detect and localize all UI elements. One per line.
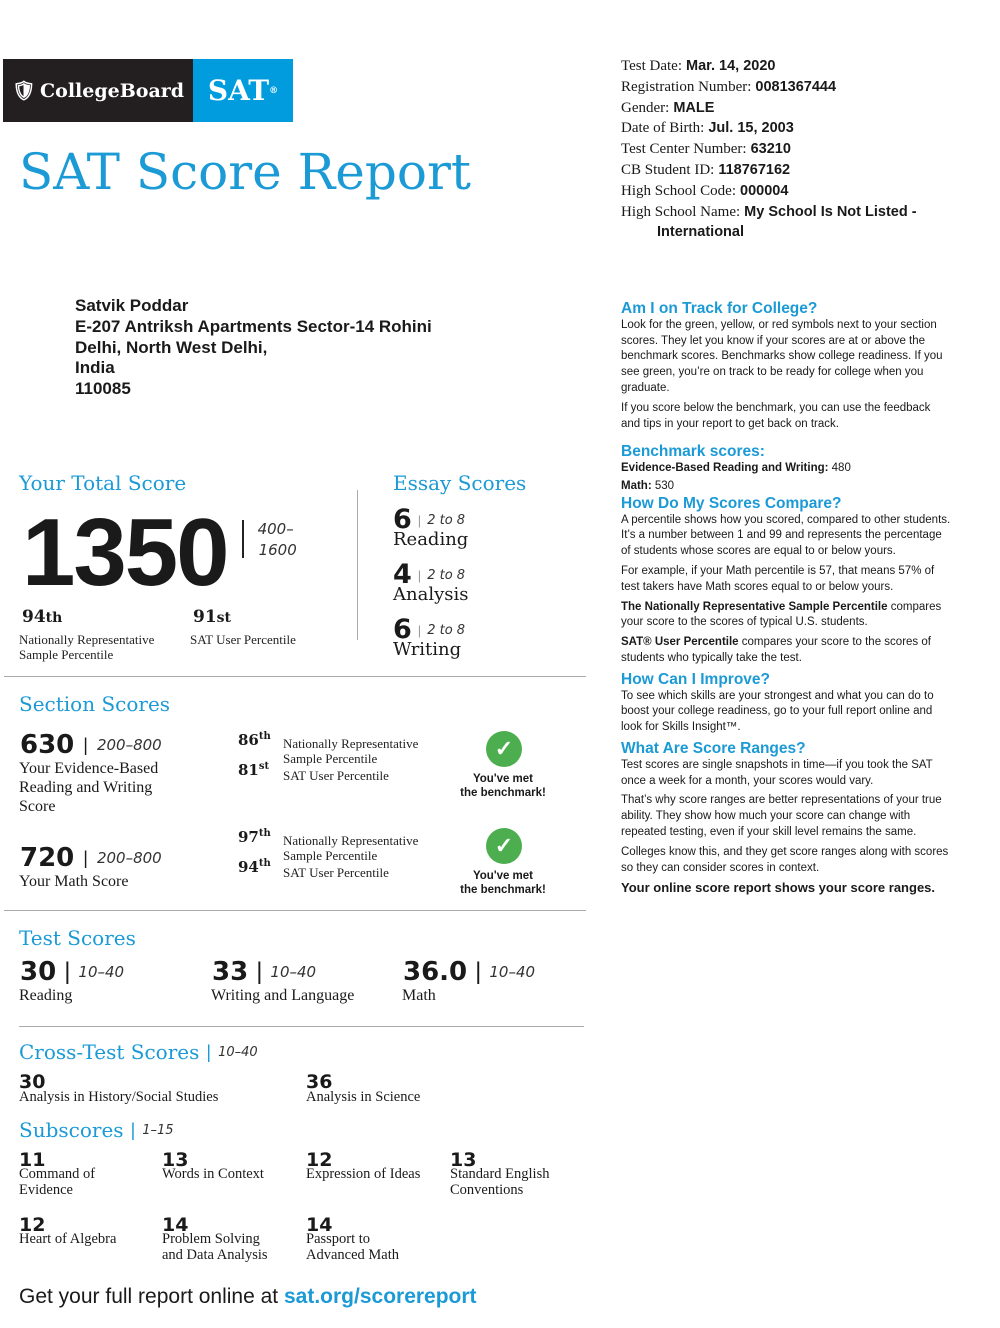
cross-score: 36	[306, 1071, 333, 1093]
line: Nationally Representative	[19, 632, 155, 647]
info-value: Mar. 14, 2020	[686, 58, 776, 74]
line: and Data Analysis	[162, 1247, 268, 1263]
info-value: 0081367444	[755, 78, 837, 95]
section-score: 720	[20, 843, 75, 873]
section-label: Your Evidence-Based Reading and Writing Score	[19, 760, 159, 815]
section-range: 200–800	[96, 736, 162, 754]
line: Sample Percentile	[283, 848, 378, 863]
benchmark-math: Math: 530	[621, 479, 675, 492]
test-range: 10–40	[489, 963, 536, 981]
line: Command of	[19, 1166, 96, 1182]
user-percentile	[193, 607, 231, 627]
test-score: 30	[20, 957, 57, 987]
value: 94	[238, 858, 259, 876]
line: You've met	[472, 773, 534, 785]
section-score: 630	[20, 730, 75, 760]
benchmark-met	[448, 869, 558, 897]
divider: |	[475, 958, 482, 985]
test-range: 10–40	[270, 963, 317, 981]
heading-text: Cross-Test Scores	[19, 1040, 200, 1064]
sidebar-text: To see which skills are your strongest and what you can do to boost your college readiness, go to your full report online and look for Skills Insight™.	[621, 689, 934, 734]
line: Nationally Representative	[283, 833, 419, 848]
section-range: 200–800	[96, 849, 162, 867]
line: the benchmark!	[460, 787, 546, 799]
section-heading: Section Scores	[19, 692, 171, 716]
test-range: 10–40	[78, 963, 125, 981]
line: Words in Context	[162, 1166, 264, 1182]
info-label: Test Date:	[621, 58, 683, 74]
test-scores-heading: Test Scores	[19, 926, 136, 950]
checkmark-icon: ✓	[486, 731, 522, 767]
sidebar-text: If you score below the benchmark, you can use the feedback and tips in your report to get back on track.	[621, 401, 931, 430]
user-label: SAT User Percentile	[283, 865, 389, 880]
sidebar-heading: How Can I Improve?	[621, 670, 770, 688]
info-label: High School Code:	[621, 182, 736, 199]
info-label: Date of Birth:	[621, 120, 705, 137]
nrs-percentile	[238, 731, 271, 749]
line: You've met	[472, 870, 534, 882]
suffix: th	[258, 731, 271, 742]
range-max: 1600	[258, 541, 297, 559]
info-label: Test Center Number:	[621, 141, 747, 158]
subscore: 14	[162, 1214, 189, 1236]
line: Conventions	[450, 1182, 524, 1198]
info-label: Gender:	[621, 99, 670, 116]
value: 91	[193, 607, 217, 627]
subscore: 13	[162, 1149, 189, 1171]
suffix: st	[258, 761, 270, 772]
cross-test-heading	[19, 1040, 258, 1064]
test-label: Math	[402, 987, 436, 1004]
sidebar-heading: What Are Score Ranges?	[621, 739, 806, 757]
line: Problem Solving	[162, 1231, 260, 1247]
divider: |	[83, 734, 88, 755]
divider: |	[130, 1119, 136, 1140]
address-line: 110085	[75, 379, 131, 399]
divider: |	[417, 622, 422, 638]
acorn-icon: 🛡	[11, 80, 37, 102]
subscore-label	[19, 1231, 116, 1247]
divider	[242, 520, 244, 558]
collegeboard-wordmark: CollegeBoard	[40, 79, 185, 102]
page-title: SAT Score Report	[19, 143, 471, 201]
total-score: 1350	[22, 499, 228, 606]
line: Nationally Representative	[283, 736, 419, 751]
essay-range: 2 to 8	[427, 567, 466, 583]
registered-mark: ®	[269, 85, 279, 96]
essay-label: Writing	[393, 639, 462, 660]
sidebar-text: Colleges know this, and they get score ranges along with scores so they can consider scores in context.	[621, 845, 949, 874]
sidebar-text: Look for the green, yellow, or red symbols next to your section scores. They let you know if your scores are at or above the benchmark scores. Benchmarks show college readiness. If you see green, you’re on track to be ready for college when you graduate.	[621, 318, 943, 394]
subscore-label	[306, 1166, 420, 1182]
info-value: 63210	[750, 141, 791, 158]
cross-label: Analysis in History/Social Studies	[19, 1089, 219, 1105]
address-line: India	[75, 358, 115, 378]
test-score-row	[212, 957, 316, 987]
cross-score: 30	[19, 1071, 46, 1093]
info-row	[621, 56, 917, 77]
sidebar-text: The Nationally Representative Sample Percentile compares your score to the scores of typical U.S. students.	[621, 600, 942, 629]
suffix: th	[258, 828, 271, 839]
essay-score: 4	[393, 559, 412, 590]
line: Advanced Math	[306, 1247, 400, 1263]
range: 1–15	[142, 1122, 174, 1138]
sidebar-text: For example, if your Math percentile is 57, that means 57% of test takers have Math scores equal to or below yours.	[621, 564, 935, 593]
sidebar-heading: How Do My Scores Compare?	[621, 494, 842, 512]
section-score-row	[20, 843, 162, 873]
essay-heading: Essay Scores	[393, 471, 527, 495]
sidebar-text: A percentile shows how you scored, compared to other students. It’s a number between 1 and 99 and represents the percentage of students whose scores are equal to or below yours.	[621, 513, 951, 558]
test-label: Writing and Language	[211, 987, 355, 1004]
essay-label: Reading	[393, 529, 469, 550]
test-label: Reading	[19, 987, 73, 1004]
divider: |	[417, 567, 422, 583]
user-label: SAT User Percentile	[190, 632, 296, 647]
info-label: High School Name:	[621, 203, 741, 220]
divider	[4, 676, 586, 677]
nrs-label	[19, 632, 154, 662]
section-score-row	[20, 730, 162, 760]
nrs-percentile	[22, 607, 62, 627]
section-label: Your Math Score	[19, 873, 129, 890]
user-percentile	[238, 858, 271, 876]
line: Heart of Algebra	[19, 1231, 117, 1247]
test-info	[621, 56, 917, 243]
address-line: Satvik Poddar	[75, 296, 189, 315]
score-report-link[interactable]: sat.org/scorereport	[283, 1285, 477, 1308]
test-score-row	[20, 957, 124, 987]
divider: |	[206, 1041, 212, 1062]
collegeboard-sat-logo	[3, 59, 293, 122]
essay-label: Analysis	[393, 584, 469, 605]
total-score-row	[22, 498, 297, 608]
divider: |	[64, 958, 71, 985]
info-row	[621, 77, 917, 98]
info-row	[621, 118, 917, 139]
value: 94	[22, 607, 46, 627]
sat-wordmark: SAT	[207, 74, 270, 107]
info-value: International	[657, 224, 745, 241]
subscore-label	[306, 1231, 399, 1263]
nrs-label	[283, 736, 418, 766]
value: 86	[238, 731, 259, 749]
info-row	[621, 139, 917, 160]
divider	[357, 490, 358, 640]
line: Passport to	[306, 1231, 371, 1247]
suffix: th	[45, 610, 63, 626]
value: 97	[238, 828, 259, 846]
divider: |	[417, 512, 422, 528]
essay-score: 6	[393, 614, 412, 645]
user-percentile	[238, 761, 269, 779]
info-value: 118767162	[718, 161, 791, 178]
total-range	[258, 519, 297, 561]
suffix: th	[258, 858, 271, 869]
range: 10–40	[218, 1044, 258, 1060]
line: Expression of Ideas	[306, 1166, 421, 1182]
divider	[4, 910, 586, 911]
subscore: 12	[19, 1214, 46, 1236]
line: Sample Percentile	[19, 647, 114, 662]
test-score-row	[403, 957, 535, 987]
info-sidebar	[621, 301, 951, 900]
subscore-label	[19, 1166, 95, 1198]
info-value: My School Is Not Listed -	[744, 203, 917, 220]
info-value: 000004	[740, 182, 789, 199]
address-block	[75, 296, 432, 400]
info-row	[621, 181, 917, 202]
address-line: Delhi, North West Delhi,	[75, 337, 268, 357]
subscore: 11	[19, 1149, 46, 1171]
user-label: SAT User Percentile	[283, 768, 389, 783]
subscore: 14	[306, 1214, 333, 1236]
subscore-label	[162, 1166, 264, 1182]
sidebar-text: That’s why score ranges are better representations of your true ability. They show how much your score can change with repeated testing, even if your skill level remains the same.	[621, 794, 942, 838]
value: 81	[238, 761, 259, 779]
test-score: 36.0	[403, 957, 468, 987]
range-min: 400–	[257, 520, 294, 538]
divider	[19, 1026, 584, 1027]
line: Evidence	[19, 1182, 73, 1198]
sidebar-text: Test scores are single snapshots in time—if you took the SAT once a week for a month, your scores would vary.	[621, 758, 933, 787]
benchmark-erw: Evidence-Based Reading and Writing: 480	[621, 462, 851, 475]
line: the benchmark!	[460, 884, 546, 896]
nrs-percentile	[238, 828, 271, 846]
suffix: st	[216, 610, 232, 626]
info-value: MALE	[673, 99, 715, 116]
sidebar-heading: Am I on Track for College?	[621, 300, 818, 317]
subscore-label	[450, 1166, 549, 1198]
benchmark-met	[448, 772, 558, 800]
sidebar-text: SAT® User Percentile compares your score to the scores of students who typically take the test.	[621, 636, 931, 664]
subscores-heading	[19, 1118, 174, 1142]
essay-range: 2 to 8	[427, 622, 466, 638]
heading-text: Subscores	[19, 1118, 124, 1142]
info-label: Registration Number:	[621, 78, 752, 95]
cross-label: Analysis in Science	[306, 1089, 421, 1105]
nrs-label	[283, 833, 418, 863]
info-row	[621, 202, 917, 223]
info-row	[621, 160, 917, 181]
divider: |	[256, 958, 263, 985]
footer	[19, 1285, 477, 1309]
info-row	[621, 98, 917, 119]
footer-text: Get your full report online at	[19, 1285, 284, 1308]
divider: |	[83, 847, 88, 868]
essay-score: 6	[393, 504, 412, 535]
sidebar-text: Your online score report shows your score ranges.	[621, 880, 936, 896]
essay-range: 2 to 8	[427, 512, 466, 528]
address-line: E-207 Antriksh Apartments Sector-14 Rohini	[75, 316, 432, 336]
subscore: 13	[450, 1149, 477, 1171]
checkmark-icon: ✓	[486, 828, 522, 864]
info-value: Jul. 15, 2003	[708, 120, 794, 137]
subscore-label	[162, 1231, 268, 1263]
line: Standard English	[450, 1166, 550, 1182]
total-score-heading: Your Total Score	[19, 471, 187, 495]
sidebar-heading: Benchmark scores:	[621, 443, 765, 461]
line: Sample Percentile	[283, 751, 378, 766]
info-label: CB Student ID:	[621, 161, 715, 178]
subscore: 12	[306, 1149, 333, 1171]
test-score: 33	[212, 957, 249, 987]
